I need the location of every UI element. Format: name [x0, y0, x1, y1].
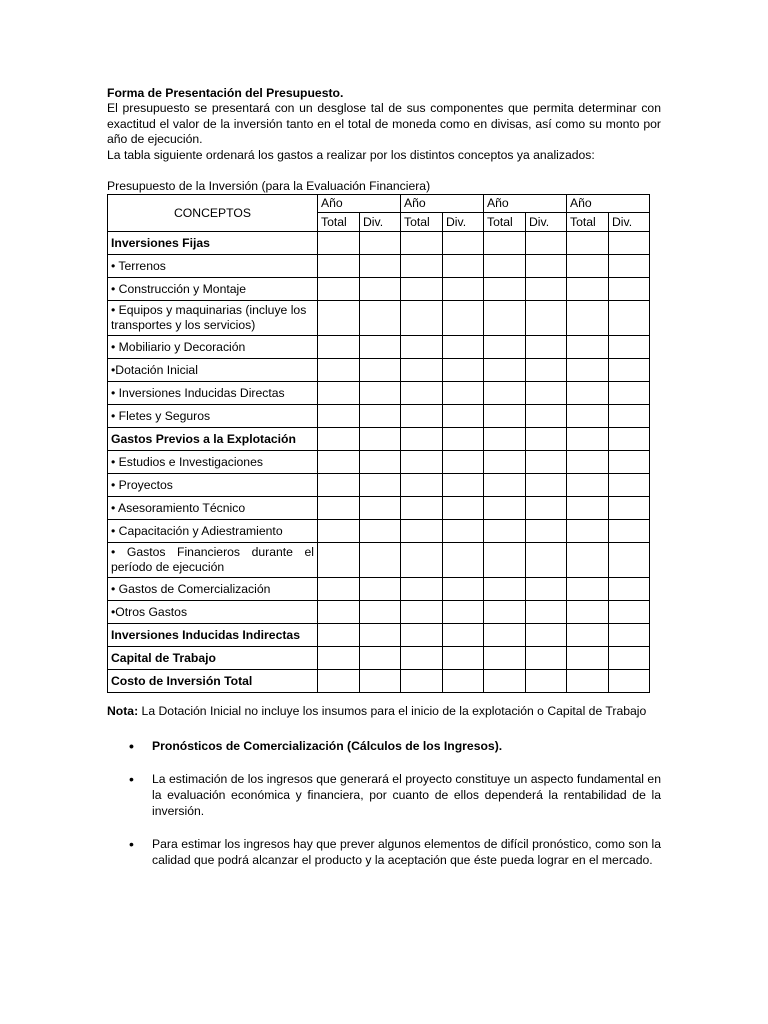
- concept-label-cell: • Fletes y Seguros: [108, 405, 318, 428]
- empty-value-cell: [484, 578, 526, 601]
- empty-value-cell: [443, 578, 484, 601]
- empty-value-cell: [401, 497, 443, 520]
- empty-value-cell: [360, 336, 401, 359]
- concept-label-cell: • Proyectos: [108, 474, 318, 497]
- table-row: [108, 428, 650, 451]
- empty-value-cell: [609, 647, 650, 670]
- empty-value-cell: [401, 601, 443, 624]
- empty-value-cell: [526, 578, 567, 601]
- empty-value-cell: [360, 578, 401, 601]
- empty-value-cell: [609, 405, 650, 428]
- bullet-item: [107, 771, 661, 819]
- empty-value-cell: [526, 428, 567, 451]
- table-row: [108, 255, 650, 278]
- empty-value-cell: [360, 624, 401, 647]
- empty-value-cell: [526, 382, 567, 405]
- empty-value-cell: [443, 336, 484, 359]
- empty-value-cell: [318, 624, 360, 647]
- empty-value-cell: [360, 405, 401, 428]
- empty-value-cell: [443, 474, 484, 497]
- empty-value-cell: [484, 336, 526, 359]
- concept-label-cell: • Estudios e Investigaciones: [108, 451, 318, 474]
- empty-value-cell: [609, 497, 650, 520]
- table-row: [108, 382, 650, 405]
- empty-value-cell: [609, 624, 650, 647]
- empty-value-cell: [401, 543, 443, 578]
- empty-value-cell: [609, 543, 650, 578]
- empty-value-cell: [567, 336, 609, 359]
- empty-value-cell: [484, 520, 526, 543]
- empty-value-cell: [609, 670, 650, 693]
- empty-value-cell: [443, 382, 484, 405]
- concept-label-cell: •Dotación Inicial: [108, 359, 318, 382]
- empty-value-cell: [318, 601, 360, 624]
- intro-paragraph-2: La tabla siguiente ordenará los gastos a realizar por los distintos conceptos ya analizados:: [107, 147, 595, 162]
- document-page: [107, 86, 661, 885]
- empty-value-cell: [609, 336, 650, 359]
- intro-paragraph: El presupuesto se presentará con un desglose tal de sus componentes que permita determinar con exactitud el valor de la inversión tanto en el total de moneda como en divisas, así como su monto por año de ejecución.: [107, 101, 661, 146]
- empty-value-cell: [318, 428, 360, 451]
- bullet-text: Para estimar los ingresos hay que prever algunos elementos de difícil pronóstico, como son la calidad que podrá alcanzar el producto y la aceptación que éste pueda lograr en el mercado.: [152, 836, 661, 867]
- bullet-icon: •: [129, 770, 134, 787]
- table-row: [108, 601, 650, 624]
- empty-value-cell: [401, 382, 443, 405]
- empty-value-cell: [567, 670, 609, 693]
- empty-value-cell: [443, 301, 484, 336]
- empty-value-cell: [484, 359, 526, 382]
- table-row: [108, 497, 650, 520]
- empty-value-cell: [318, 497, 360, 520]
- empty-value-cell: [318, 255, 360, 278]
- empty-value-cell: [567, 405, 609, 428]
- empty-value-cell: [484, 451, 526, 474]
- table-row: [108, 578, 650, 601]
- empty-value-cell: [443, 601, 484, 624]
- empty-value-cell: [609, 474, 650, 497]
- empty-value-cell: [567, 624, 609, 647]
- empty-value-cell: [318, 520, 360, 543]
- empty-value-cell: [360, 543, 401, 578]
- empty-value-cell: [443, 359, 484, 382]
- bullet-item: [107, 738, 661, 754]
- empty-value-cell: [401, 670, 443, 693]
- empty-value-cell: [526, 359, 567, 382]
- empty-value-cell: [484, 497, 526, 520]
- section-label-cell: Inversiones Inducidas Indirectas: [108, 624, 318, 647]
- year-header: Año: [567, 195, 650, 213]
- empty-value-cell: [567, 543, 609, 578]
- bullet-text: La estimación de los ingresos que generará el proyecto constituye un aspecto fundamental en la evaluación económica y financiera, por cuanto de ellos dependerá la rentabilidad de la inversión.: [152, 771, 661, 818]
- year-header: Año: [484, 195, 567, 213]
- empty-value-cell: [484, 405, 526, 428]
- concept-label-cell: • Gastos Financieros durante el período de ejecución: [108, 543, 318, 578]
- concept-label-cell: • Gastos de Comercialización: [108, 578, 318, 601]
- empty-value-cell: [484, 474, 526, 497]
- empty-value-cell: [360, 232, 401, 255]
- table-row: [108, 359, 650, 382]
- empty-value-cell: [401, 578, 443, 601]
- empty-value-cell: [443, 624, 484, 647]
- empty-value-cell: [526, 670, 567, 693]
- empty-value-cell: [609, 601, 650, 624]
- total-subheader: Total: [318, 213, 360, 232]
- empty-value-cell: [526, 336, 567, 359]
- empty-value-cell: [443, 520, 484, 543]
- empty-value-cell: [401, 474, 443, 497]
- empty-value-cell: [318, 232, 360, 255]
- empty-value-cell: [526, 405, 567, 428]
- empty-value-cell: [360, 474, 401, 497]
- empty-value-cell: [318, 578, 360, 601]
- empty-value-cell: [318, 670, 360, 693]
- empty-value-cell: [443, 278, 484, 301]
- empty-value-cell: [609, 278, 650, 301]
- empty-value-cell: [401, 405, 443, 428]
- empty-value-cell: [567, 255, 609, 278]
- empty-value-cell: [526, 255, 567, 278]
- table-row: [108, 232, 650, 255]
- section-label-cell: Capital de Trabajo: [108, 647, 318, 670]
- empty-value-cell: [567, 359, 609, 382]
- year-header: Año: [401, 195, 484, 213]
- bullet-icon: •: [129, 737, 134, 754]
- empty-value-cell: [567, 578, 609, 601]
- div-subheader: Div.: [360, 213, 401, 232]
- concept-label-cell: • Capacitación y Adiestramiento: [108, 520, 318, 543]
- div-subheader: Div.: [609, 213, 650, 232]
- empty-value-cell: [443, 451, 484, 474]
- section-heading: Forma de Presentación del Presupuesto.: [107, 86, 344, 100]
- empty-value-cell: [609, 382, 650, 405]
- empty-value-cell: [526, 232, 567, 255]
- empty-value-cell: [443, 543, 484, 578]
- empty-value-cell: [443, 405, 484, 428]
- empty-value-cell: [360, 428, 401, 451]
- empty-value-cell: [360, 382, 401, 405]
- empty-value-cell: [567, 278, 609, 301]
- table-row: [108, 543, 650, 578]
- table-row: [108, 301, 650, 336]
- total-subheader: Total: [567, 213, 609, 232]
- empty-value-cell: [567, 647, 609, 670]
- table-row: [108, 336, 650, 359]
- empty-value-cell: [443, 255, 484, 278]
- budget-table: [107, 194, 650, 693]
- concept-label-cell: • Mobiliario y Decoración: [108, 336, 318, 359]
- empty-value-cell: [526, 543, 567, 578]
- bullet-list: [107, 738, 661, 868]
- empty-value-cell: [401, 359, 443, 382]
- table-caption: Presupuesto de la Inversión (para la Evaluación Financiera): [107, 179, 431, 193]
- empty-value-cell: [484, 232, 526, 255]
- empty-value-cell: [318, 359, 360, 382]
- empty-value-cell: [609, 428, 650, 451]
- empty-value-cell: [443, 670, 484, 693]
- empty-value-cell: [360, 301, 401, 336]
- empty-value-cell: [360, 497, 401, 520]
- note-paragraph: [107, 704, 661, 720]
- empty-value-cell: [401, 232, 443, 255]
- note-label: Nota:: [107, 704, 139, 718]
- bullet-icon: •: [129, 835, 134, 852]
- empty-value-cell: [443, 647, 484, 670]
- concept-label-cell: •Otros Gastos: [108, 601, 318, 624]
- empty-value-cell: [567, 451, 609, 474]
- concept-label-cell: • Inversiones Inducidas Directas: [108, 382, 318, 405]
- empty-value-cell: [484, 255, 526, 278]
- empty-value-cell: [526, 474, 567, 497]
- empty-value-cell: [484, 278, 526, 301]
- empty-value-cell: [609, 255, 650, 278]
- section-label-cell: Costo de Inversión Total: [108, 670, 318, 693]
- empty-value-cell: [526, 647, 567, 670]
- empty-value-cell: [567, 474, 609, 497]
- year-header: Año: [318, 195, 401, 213]
- empty-value-cell: [360, 647, 401, 670]
- empty-value-cell: [443, 428, 484, 451]
- table-row: [108, 451, 650, 474]
- empty-value-cell: [567, 520, 609, 543]
- empty-value-cell: [318, 405, 360, 428]
- empty-value-cell: [401, 451, 443, 474]
- empty-value-cell: [526, 601, 567, 624]
- empty-value-cell: [360, 601, 401, 624]
- empty-value-cell: [526, 497, 567, 520]
- table-row: [108, 520, 650, 543]
- empty-value-cell: [401, 647, 443, 670]
- empty-value-cell: [609, 520, 650, 543]
- empty-value-cell: [484, 301, 526, 336]
- concept-label-cell: • Construcción y Montaje: [108, 278, 318, 301]
- empty-value-cell: [318, 474, 360, 497]
- bullet-item: [107, 836, 661, 868]
- empty-value-cell: [318, 451, 360, 474]
- div-subheader: Div.: [526, 213, 567, 232]
- empty-value-cell: [526, 520, 567, 543]
- empty-value-cell: [318, 647, 360, 670]
- empty-value-cell: [318, 382, 360, 405]
- empty-value-cell: [567, 428, 609, 451]
- empty-value-cell: [609, 359, 650, 382]
- empty-value-cell: [318, 278, 360, 301]
- empty-value-cell: [567, 301, 609, 336]
- empty-value-cell: [484, 670, 526, 693]
- table-row: [108, 647, 650, 670]
- total-subheader: Total: [484, 213, 526, 232]
- empty-value-cell: [360, 255, 401, 278]
- section-label-cell: Gastos Previos a la Explotación: [108, 428, 318, 451]
- bullet-text: Pronósticos de Comercialización (Cálculos de los Ingresos).: [152, 738, 503, 753]
- empty-value-cell: [360, 359, 401, 382]
- empty-value-cell: [609, 232, 650, 255]
- div-subheader: Div.: [443, 213, 484, 232]
- empty-value-cell: [526, 451, 567, 474]
- table-row: [108, 624, 650, 647]
- empty-value-cell: [401, 428, 443, 451]
- empty-value-cell: [484, 624, 526, 647]
- empty-value-cell: [484, 601, 526, 624]
- note-text: La Dotación Inicial no incluye los insumos para el inicio de la explotación o Capital de Trabajo: [138, 704, 647, 718]
- empty-value-cell: [401, 278, 443, 301]
- empty-value-cell: [567, 601, 609, 624]
- empty-value-cell: [484, 543, 526, 578]
- empty-value-cell: [360, 278, 401, 301]
- empty-value-cell: [401, 336, 443, 359]
- empty-value-cell: [360, 520, 401, 543]
- empty-value-cell: [609, 301, 650, 336]
- empty-value-cell: [318, 301, 360, 336]
- total-subheader: Total: [401, 213, 443, 232]
- empty-value-cell: [401, 301, 443, 336]
- empty-value-cell: [401, 520, 443, 543]
- empty-value-cell: [401, 624, 443, 647]
- table-row: [108, 405, 650, 428]
- empty-value-cell: [484, 428, 526, 451]
- empty-value-cell: [318, 336, 360, 359]
- empty-value-cell: [526, 278, 567, 301]
- empty-value-cell: [567, 497, 609, 520]
- empty-value-cell: [484, 382, 526, 405]
- empty-value-cell: [318, 543, 360, 578]
- concept-label-cell: • Equipos y maquinarias (incluye los transportes y los servicios): [108, 301, 318, 336]
- empty-value-cell: [484, 647, 526, 670]
- empty-value-cell: [609, 578, 650, 601]
- empty-value-cell: [567, 382, 609, 405]
- table-row: [108, 278, 650, 301]
- empty-value-cell: [443, 232, 484, 255]
- concept-label-cell: • Asesoramiento Técnico: [108, 497, 318, 520]
- table-row: [108, 670, 650, 693]
- empty-value-cell: [360, 451, 401, 474]
- empty-value-cell: [526, 624, 567, 647]
- table-row: [108, 474, 650, 497]
- concepts-header: CONCEPTOS: [108, 195, 318, 232]
- empty-value-cell: [360, 670, 401, 693]
- concept-label-cell: • Terrenos: [108, 255, 318, 278]
- empty-value-cell: [567, 232, 609, 255]
- empty-value-cell: [526, 301, 567, 336]
- empty-value-cell: [609, 451, 650, 474]
- empty-value-cell: [401, 255, 443, 278]
- empty-value-cell: [443, 497, 484, 520]
- section-label-cell: Inversiones Fijas: [108, 232, 318, 255]
